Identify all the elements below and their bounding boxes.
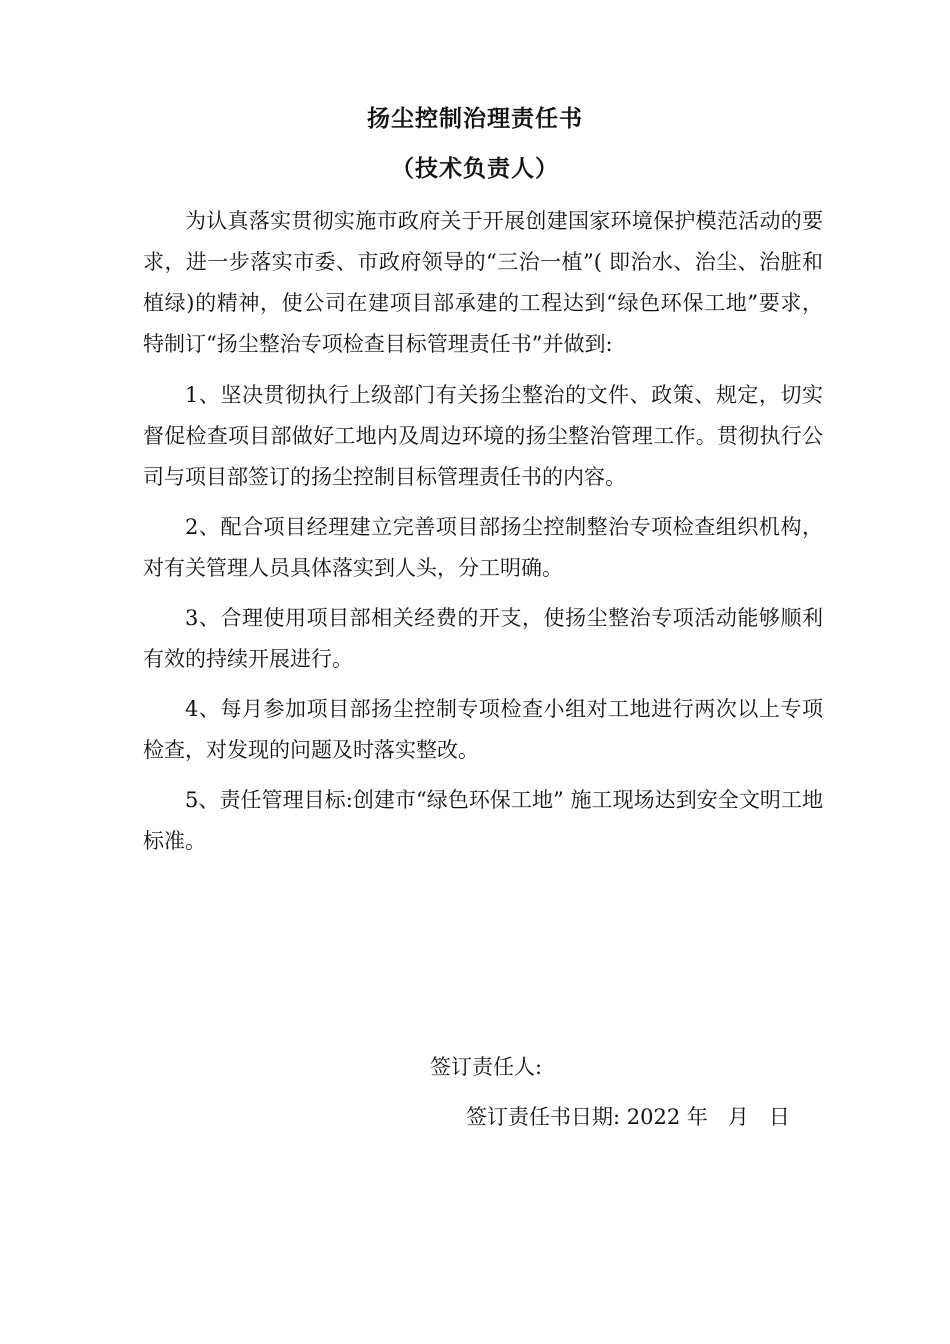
signature-date-label: 签订责任书日期: 2022 年 月 日	[466, 1105, 790, 1129]
item-paragraph-3: 3、合理使用项目部相关经费的开支，使扬尘整治专项活动能够顺利有效的持续开展进行。	[143, 606, 823, 671]
signature-person-label: 签订责任人:	[430, 1055, 543, 1079]
document-title: 扬尘控制治理责任书	[367, 105, 583, 132]
document-subtitle: （技术负责人）	[391, 155, 559, 182]
item-paragraph-2: 2、配合项目经理建立完善项目部扬尘控制整治专项检查组织机构，对有关管理人员具体落实到人头，分工明确。	[143, 515, 823, 580]
item-paragraph-1: 1、坚决贯彻执行上级部门有关扬尘整治的文件、政策、规定，切实督促检查项目部做好工地内及周边环境的扬尘整治管理工作。贯彻执行公司与项目部签订的扬尘控制目标管理责任书的内容。	[143, 383, 823, 489]
document-body	[143, 201, 823, 871]
item-paragraph-5: 5、责任管理目标:创建市“绿色环保工地” 施工现场达到安全文明工地标准。	[143, 788, 823, 853]
intro-paragraph: 为认真落实贯彻实施市政府关于开展创建国家环境保护模范活动的要求，进一步落实市委、市政府领导的“三治一植”( 即治水、治尘、治脏和植绿)的精神，使公司在建项目部承建的工程达到“绿色环保工地”要求，特制订“扬尘整治专项检查目标管理责任书”并做到:	[143, 209, 823, 356]
item-paragraph-4: 4、每月参加项目部扬尘控制专项检查小组对工地进行两次以上专项检查，对发现的问题及时落实整改。	[143, 697, 823, 762]
